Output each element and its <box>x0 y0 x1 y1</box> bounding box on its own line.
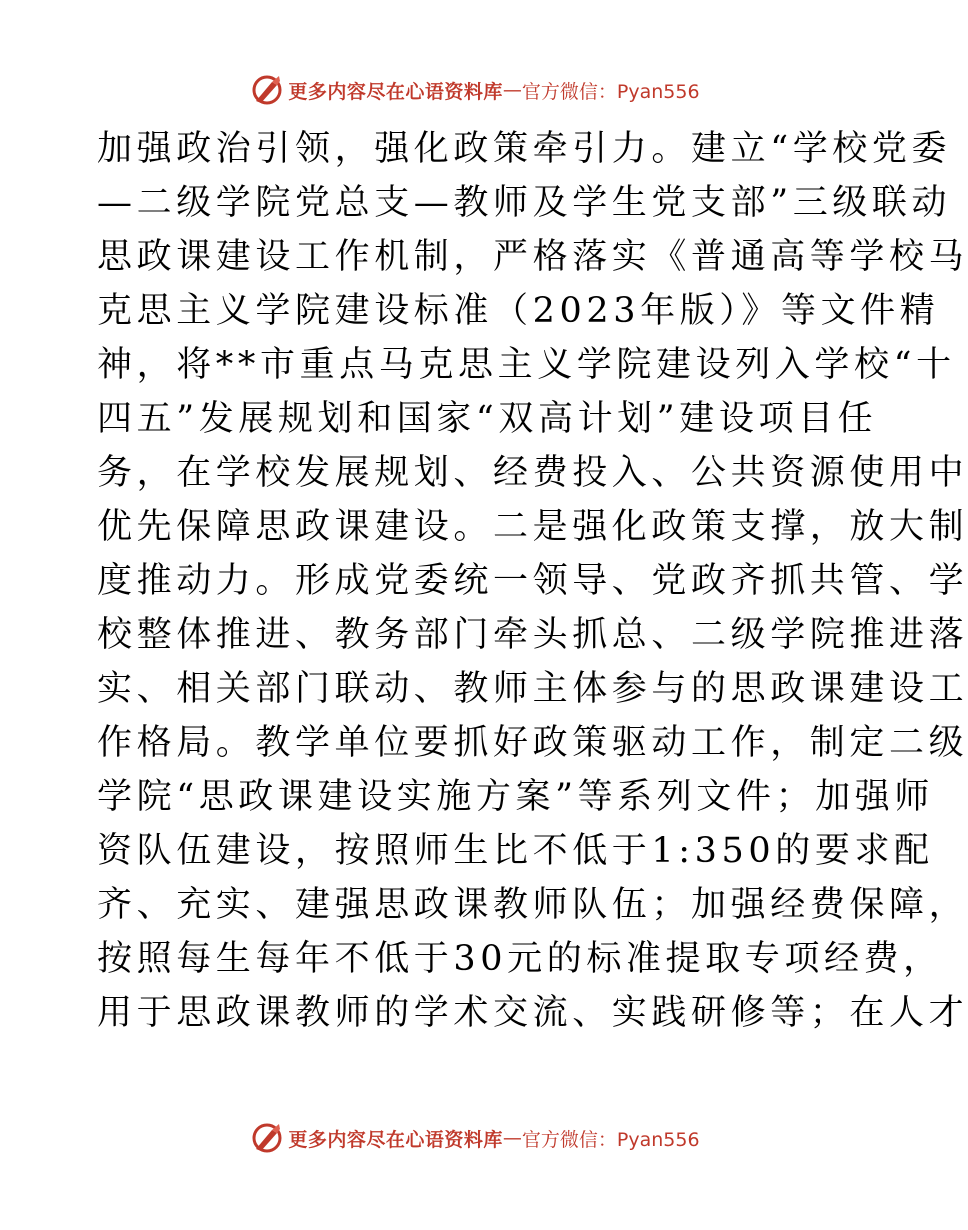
text-line: 务，在学校发展规划、经费投入、公共资源使用中 <box>97 453 968 493</box>
text-line: 作格局。教学单位要抓好政策驱动工作，制定二级 <box>97 723 968 763</box>
text-line: 资队伍建设，按照师生比不低于1:350的要求配 <box>97 831 934 871</box>
text-line: 度推动力。形成党委统一领导、党政齐抓共管、学 <box>97 561 968 601</box>
text-line: 齐、充实、建强思政课教师队伍；加强经费保障， <box>97 885 968 925</box>
banner-wechat-text: 官方微信：Pyan556 <box>521 80 700 103</box>
text-line: 校整体推进、教务部门牵头抓总、二级学院推进落 <box>97 615 968 655</box>
banner-brand-text: 更多内容尽在心语资料库 <box>288 80 503 103</box>
footer-banner <box>0 1120 950 1156</box>
text-line: 克思主义学院建设标准（2023年版）》等文件精 <box>97 291 940 331</box>
text-line: 思政课建设工作机制，严格落实《普通高等学校马 <box>97 237 968 277</box>
quill-logo-icon <box>250 73 284 107</box>
document-body <box>97 122 968 1040</box>
text-line: 优先保障思政课建设。二是强化政策支撑，放大制 <box>97 507 968 547</box>
banner-separator: — <box>502 79 522 101</box>
banner-brand-text: 更多内容尽在心语资料库 <box>288 1128 503 1151</box>
text-line: 用于思政课教师的学术交流、实践研修等；在人才 <box>97 993 968 1033</box>
banner-separator: — <box>502 1127 522 1149</box>
text-line: 学院“思政课建设实施方案”等系列文件；加强师 <box>97 777 934 817</box>
header-banner <box>0 72 950 108</box>
banner-wechat-text: 官方微信：Pyan556 <box>521 1128 700 1151</box>
text-line: 神，将**市重点马克思主义学院建设列入学校“十 <box>97 345 956 385</box>
quill-logo-icon <box>250 1121 284 1155</box>
text-line: 实、相关部门联动、教师主体参与的思政课建设工 <box>97 669 968 709</box>
text-line: 四五”发展规划和国家“双高计划”建设项目任 <box>97 399 878 439</box>
text-line: —二级学院党总支—教师及学生党支部”三级联动 <box>97 183 952 223</box>
text-line: 加强政治引领，强化政策牵引力。建立“学校党委 <box>97 129 952 169</box>
text-line: 按照每生每年不低于30元的标准提取专项经费， <box>97 939 943 979</box>
